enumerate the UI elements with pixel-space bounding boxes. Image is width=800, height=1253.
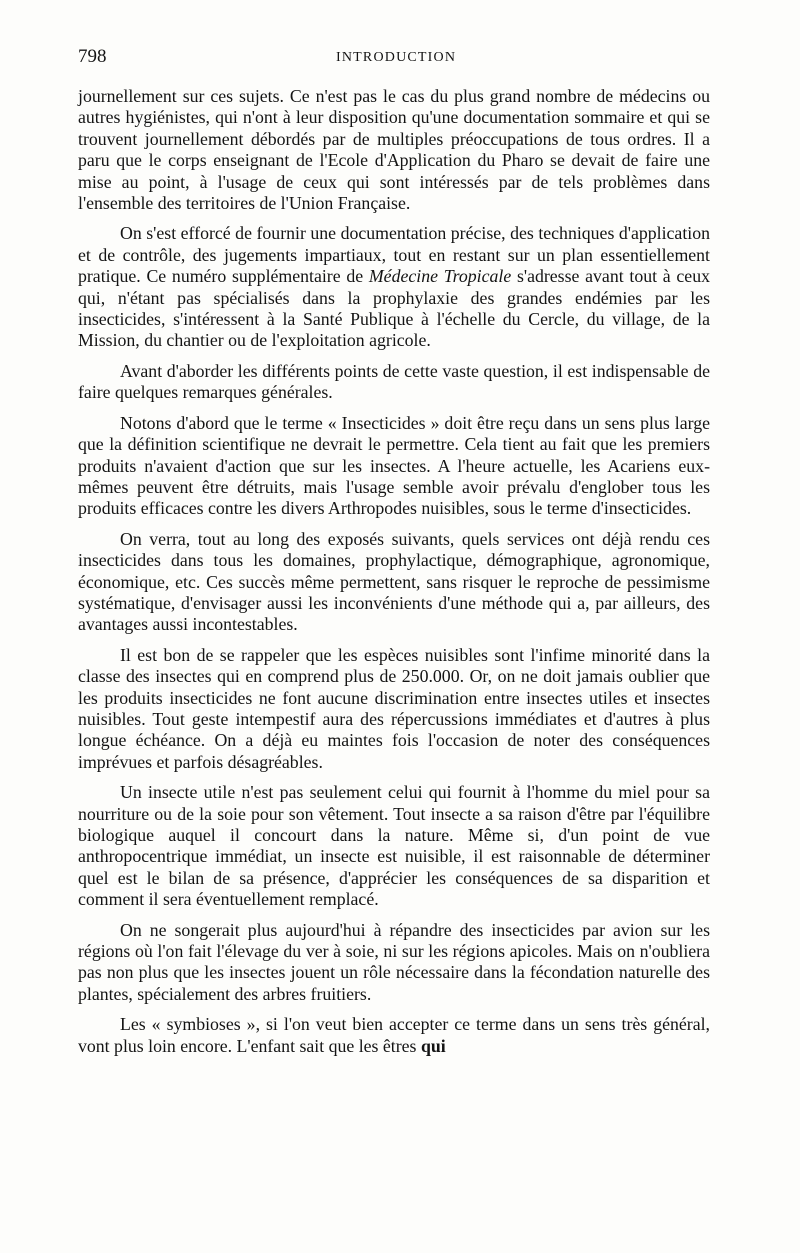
page-number: 798 [78, 46, 107, 67]
running-title: INTRODUCTION [336, 50, 457, 65]
paragraph-8: On ne songerait plus aujourd'hui à répandre des insecticides par avion sur les régions où l'on fait l'élevage du ver à soie, ni sur les régions apicoles. Mais on n'oubliera pas non plus que les insectes jouent un rôle nécessaire dans la fécondation naturelle des plantes, spécialement des arbres fruitiers. [78, 919, 710, 1004]
paragraph-4: Notons d'abord que le terme « Insecticides » doit être reçu dans un sens plus large que la définition scientifique ne devrait le permettre. Cela tient au fait que les premiers produits n'avaient d'action que sur les insectes. A l'heure actuelle, les Acariens eux-mêmes peuvent être détruits, mais l'usage semble avoir prévalu d'englober tous les produits efficaces contre les divers Arthropodes nuisibles, sous le terme d'insecticides. [78, 412, 710, 519]
paragraph-9-last-word: qui [420, 1035, 446, 1056]
paragraph-3: Avant d'aborder les différents points de cette vaste question, il est indispensable de faire quelques remarques générales. [78, 360, 710, 403]
paragraph-9-text: Les « symbioses », si l'on veut bien accepter ce terme dans un sens très général, vont plus loin encore. L'enfant sait que les êtres [78, 1014, 710, 1056]
paragraph-1: journellement sur ces sujets. Ce n'est pas le cas du plus grand nombre de médecins ou autres hygiénistes, qui n'ont à leur disposition qu'une documentation sommaire et qui se trouvent journellement débordés par de multiples préoccupations de tous ordres. Il a paru que le corps enseignant de l'Ecole d'Application du Pharo se devait de faire une mise au point, à l'usage de ceux qui sont intéressés par de tels problèmes dans l'ensemble des territoires de l'Union Française. [78, 86, 710, 214]
paragraph-7: Un insecte utile n'est pas seulement celui qui fournit à l'homme du miel pour sa nourriture ou de la soie pour son vêtement. Tout insecte a sa raison d'être par l'équilibre biologique auquel il concourt dans la nature. Même si, d'un point de vue anthropocentrique immédiat, un insecte est nuisible, il est raisonnable de déterminer quel est le bilan de sa présence, d'apprécier les conséquences de sa disparition et comment il sera éventuellement remplacé. [78, 782, 710, 910]
paragraph-2 [78, 223, 710, 351]
paragraph-2-text-b: s'adresse avant tout à ceux qui, n'étant pas spécialisés dans la prophylaxie des grandes endémies par les insecticides, s'intéressent à la Santé Publique à l'échelle du Cercle, du village, de la Mission, du chantier ou de l'exploitation agricole. [78, 266, 710, 351]
paragraph-5: On verra, tout au long des exposés suivants, quels services ont déjà rendu ces insecticides dans tous les domaines, prophylactique, démographique, agronomique, économique, etc. Ces succès même permettent, sans risquer le reproche de pessimisme systématique, d'envisager aussi les inconvénients d'une méthode qui a, par ailleurs, des avantages aussi incontestables. [78, 528, 710, 635]
paragraph-2-text-a: On s'est efforcé de fournir une documentation précise, des techniques d'application et de contrôle, des jugements impartiaux, tout en restant sur un plan essentiellement pratique. Ce numéro supplémentaire de [78, 223, 710, 287]
paragraph-6: Il est bon de se rappeler que les espèces nuisibles sont l'infime minorité dans la classe des insectes qui en comprend plus de 250.000. Or, on ne doit jamais oublier que les produits insecticides ne font aucune discrimination entre insectes utiles et insectes nuisibles. Tout geste intempestif aura des répercussions immédiates et d'autres à plus longue échéance. On a déjà eu maintes fois l'occasion de noter des conséquences imprévues et parfois désagréables. [78, 644, 710, 772]
journal-title: Médecine Tropicale [368, 266, 512, 287]
paragraph-9 [78, 1014, 710, 1057]
page-header [78, 46, 710, 76]
body-text [78, 86, 710, 1066]
